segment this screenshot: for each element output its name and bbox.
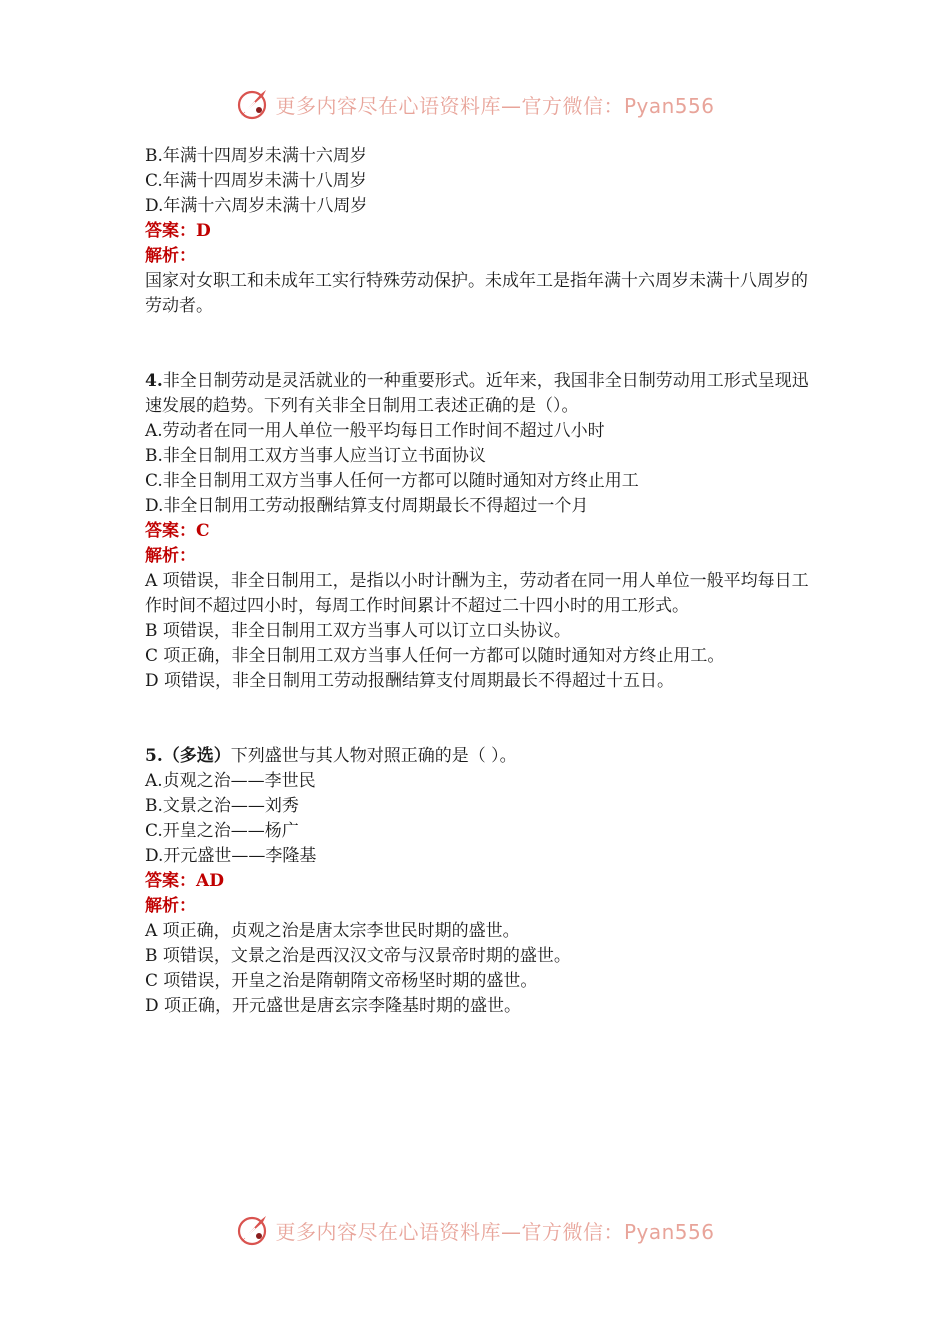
answer-value: C xyxy=(196,521,210,541)
question-4 xyxy=(145,369,810,694)
header-watermark-text: 更多内容尽在心语资料库—官方微信：Pyan556 xyxy=(275,93,715,118)
answer-label: 答案： xyxy=(145,221,196,241)
question-number: 4. xyxy=(145,371,163,391)
analysis-text: D 项正确，开元盛世是唐玄宗李隆基时期的盛世。 xyxy=(145,996,522,1016)
question-3 xyxy=(145,144,810,319)
question-5 xyxy=(145,744,810,1019)
option-a: A.贞观之治——李世民 xyxy=(145,771,316,791)
question-text: 非全日制劳动是灵活就业的一种重要形式。近年来，我国非全日制劳动用工形式呈现迅速发展的趋势。下列有关非全日制用工表述正确的是（）。 xyxy=(145,371,809,416)
option-d: D.年满十六周岁未满十八周岁 xyxy=(145,196,368,216)
analysis-label: 解析： xyxy=(145,246,196,266)
option-d: D.非全日制用工劳动报酬结算支付周期最长不得超过一个月 xyxy=(145,496,589,516)
analysis-label: 解析： xyxy=(145,896,196,916)
option-b: B.文景之治——刘秀 xyxy=(145,796,299,816)
analysis-text: 国家对女职工和未成年工实行特殊劳动保护。未成年工是指年满十六周岁未满十八周岁的劳动者。 xyxy=(145,271,808,316)
header-watermark xyxy=(0,84,950,124)
spacer xyxy=(145,694,810,744)
footer-watermark-text: 更多内容尽在心语资料库—官方微信：Pyan556 xyxy=(275,1219,715,1244)
analysis-text: A 项正确，贞观之治是唐太宗李世民时期的盛世。 xyxy=(145,921,520,941)
option-c: C.开皇之治——杨广 xyxy=(145,821,299,841)
analysis-text: B 项错误，非全日制用工双方当事人可以订立口头协议。 xyxy=(145,621,571,641)
option-a: A.劳动者在同一用人单位一般平均每日工作时间不超过八小时 xyxy=(145,421,605,441)
quill-circle-icon xyxy=(235,1212,271,1248)
analysis-text: C 项正确，非全日制用工双方当事人任何一方都可以随时通知对方终止用工。 xyxy=(145,646,725,666)
answer-line xyxy=(145,219,810,244)
analysis-text: A 项错误，非全日制用工，是指以小时计酬为主，劳动者在同一用人单位一般平均每日工作时间不超过四小时，每周工作时间累计不超过二十四小时的用工形式。 xyxy=(145,571,809,616)
question-stem xyxy=(145,369,810,419)
answer-label: 答案： xyxy=(145,871,196,891)
answer-line xyxy=(145,869,810,894)
option-b: B.年满十四周岁未满十六周岁 xyxy=(145,146,367,166)
analysis-label: 解析： xyxy=(145,546,196,566)
option-c: C.年满十四周岁未满十八周岁 xyxy=(145,171,367,191)
analysis-text: D 项错误，非全日制用工劳动报酬结算支付周期最长不得超过十五日。 xyxy=(145,671,675,691)
footer-watermark xyxy=(0,1210,950,1250)
spacer xyxy=(145,319,810,369)
option-b: B.非全日制用工双方当事人应当订立书面协议 xyxy=(145,446,486,466)
answer-label: 答案： xyxy=(145,521,196,541)
question-number: 5. xyxy=(145,746,163,766)
document-body xyxy=(145,144,810,1019)
option-d: D.开元盛世——李隆基 xyxy=(145,846,317,866)
answer-line xyxy=(145,519,810,544)
question-text: 下列盛世与其人物对照正确的是（ ）。 xyxy=(230,746,517,766)
option-c: C.非全日制用工双方当事人任何一方都可以随时通知对方终止用工 xyxy=(145,471,639,491)
analysis-text: B 项错误，文景之治是西汉汉文帝与汉景帝时期的盛世。 xyxy=(145,946,571,966)
quill-circle-icon xyxy=(235,86,271,122)
question-stem xyxy=(145,744,810,769)
answer-value: D xyxy=(196,221,211,241)
question-tag: （多选） xyxy=(162,746,231,766)
answer-value: AD xyxy=(196,871,224,891)
analysis-text: C 项错误，开皇之治是隋朝隋文帝杨坚时期的盛世。 xyxy=(145,971,538,991)
